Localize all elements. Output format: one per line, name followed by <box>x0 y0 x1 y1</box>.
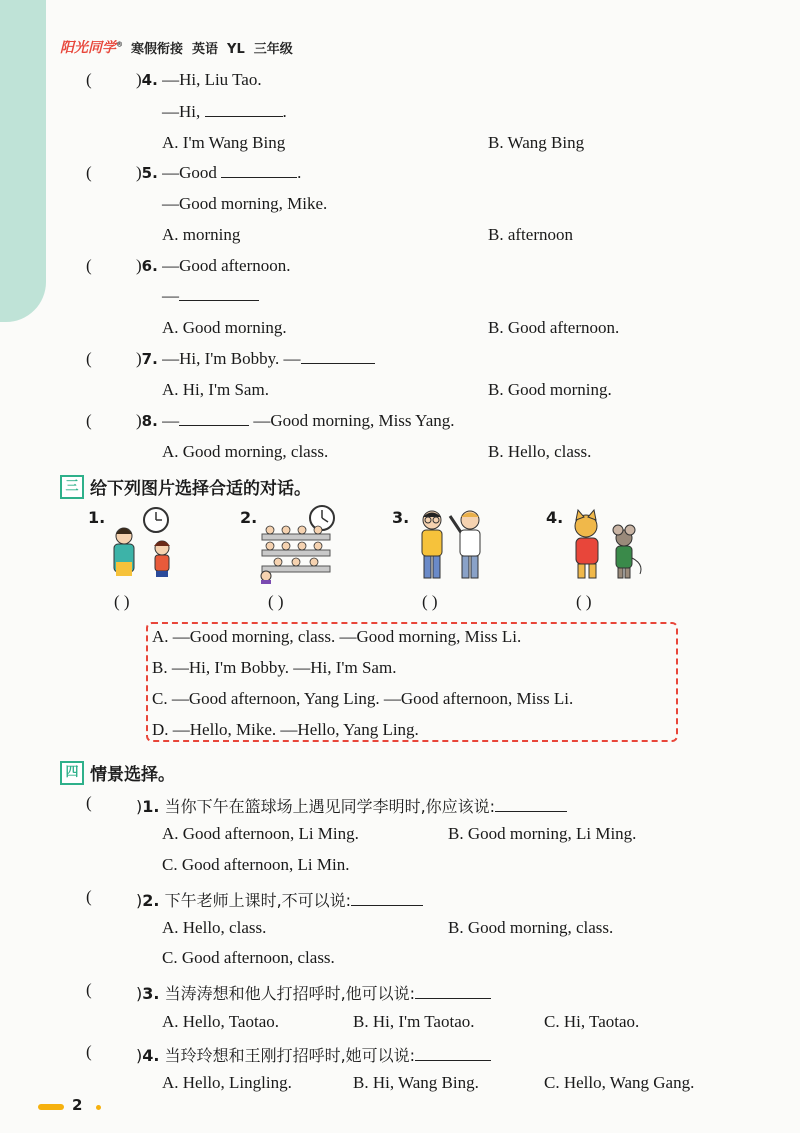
option-a: A. Hello, Taotao. <box>162 1012 279 1031</box>
question-stem: )2. 下午老师上课时,不可以说: <box>136 888 423 911</box>
picture-number: 2. <box>240 508 258 527</box>
picture-cat-mouse <box>564 508 648 582</box>
brand-logo: 阳光同学® <box>60 40 123 56</box>
answer-blank[interactable] <box>301 349 375 364</box>
footer-dot <box>96 1105 101 1110</box>
picture-answer[interactable]: ( ) <box>114 592 130 611</box>
section-badge: 四 <box>60 761 84 785</box>
corner-decoration <box>0 0 46 322</box>
section-4-title <box>60 760 175 785</box>
answer-blank[interactable] <box>205 102 283 117</box>
dialog-option-b: B. —Hi, I'm Bobby. —Hi, I'm Sam. <box>152 658 397 677</box>
question-line2: —Good morning, Mike. <box>162 194 328 213</box>
dialog-option-a: A. —Good morning, class. —Good morning, Miss Li. <box>152 627 522 646</box>
answer-blank[interactable] <box>221 163 297 178</box>
picture-number: 4. <box>546 508 564 527</box>
question-stem: )1. 当你下午在篮球场上遇见同学李明时,你应该说: <box>136 794 567 817</box>
answer-paren-open[interactable]: ( <box>86 163 92 182</box>
picture-classroom <box>256 502 340 584</box>
section-badge: 三 <box>60 475 84 499</box>
option-b: B. Good morning, class. <box>448 918 614 937</box>
answer-paren-open[interactable]: ( <box>86 980 92 999</box>
header-item: 三年级 <box>253 41 293 57</box>
option-a: A. Hello, class. <box>162 918 267 937</box>
option-b: B. Hi, I'm Taotao. <box>353 1012 475 1031</box>
option-a: A. Good afternoon, Li Ming. <box>162 824 359 843</box>
question-stem: )8. — —Good morning, Miss Yang. <box>136 411 455 430</box>
page-number: 2 <box>72 1096 83 1114</box>
question-line2: —Hi, . <box>162 102 287 121</box>
header-item: YL <box>227 41 245 57</box>
answer-paren-open[interactable]: ( <box>86 1042 92 1061</box>
answer-blank[interactable] <box>179 411 249 426</box>
picture-answer[interactable]: ( ) <box>422 592 438 611</box>
answer-blank[interactable] <box>415 984 491 999</box>
picture-answer[interactable]: ( ) <box>576 592 592 611</box>
answer-blank[interactable] <box>415 1046 491 1061</box>
footer-bar <box>38 1104 64 1110</box>
page-header <box>60 36 302 58</box>
answer-paren-open[interactable]: ( <box>86 70 92 89</box>
option-a: A. morning <box>162 225 241 244</box>
option-b: B. Good morning, Li Ming. <box>448 824 637 843</box>
picture-teacher-girl <box>104 502 184 580</box>
section-heading: 给下列图片选择合适的对话。 <box>90 479 311 499</box>
dialog-option-c: C. —Good afternoon, Yang Ling. —Good afternoon, Miss Li. <box>152 689 574 708</box>
answer-blank[interactable] <box>351 891 423 906</box>
answer-paren-open[interactable]: ( <box>86 411 92 430</box>
picture-answer[interactable]: ( ) <box>268 592 284 611</box>
option-c: C. Good afternoon, Li Min. <box>162 855 350 874</box>
picture-two-boys <box>410 506 494 584</box>
section-3-title <box>60 474 311 499</box>
option-b: B. Good afternoon. <box>488 318 620 337</box>
header-info <box>131 38 302 57</box>
question-stem: )3. 当涛涛想和他人打招呼时,他可以说: <box>136 981 491 1004</box>
header-item: 英语 <box>192 41 219 57</box>
option-a: A. I'm Wang Bing <box>162 133 286 152</box>
question-stem: )5. —Good . <box>136 163 302 182</box>
answer-paren-open[interactable]: ( <box>86 256 92 275</box>
question-stem: )4. 当玲玲想和王刚打招呼时,她可以说: <box>136 1043 491 1066</box>
answer-blank[interactable] <box>495 797 567 812</box>
answer-paren-open[interactable]: ( <box>86 793 92 812</box>
question-stem: )7. —Hi, I'm Bobby. — <box>136 349 375 369</box>
picture-number: 3. <box>392 508 410 527</box>
question-stem: )6. —Good afternoon. <box>136 256 291 275</box>
dialog-option-d: D. —Hello, Mike. —Hello, Yang Ling. <box>152 720 419 739</box>
option-b: B. Good morning. <box>488 380 612 399</box>
header-item: 寒假衔接 <box>131 41 184 57</box>
option-a: A. Hi, I'm Sam. <box>162 380 269 399</box>
section-heading: 情景选择。 <box>90 765 175 785</box>
option-c: C. Hello, Wang Gang. <box>544 1073 695 1092</box>
answer-paren-open[interactable]: ( <box>86 349 92 368</box>
option-b: B. Hello, class. <box>488 442 592 461</box>
option-a: A. Hello, Lingling. <box>162 1073 292 1092</box>
option-b: B. Wang Bing <box>488 133 585 152</box>
answer-paren-open[interactable]: ( <box>86 887 92 906</box>
picture-number: 1. <box>88 508 106 527</box>
question-stem: )4. —Hi, Liu Tao. <box>136 70 262 89</box>
option-a: A. Good morning, class. <box>162 442 329 461</box>
question-line2: — <box>162 286 259 306</box>
option-c: C. Hi, Taotao. <box>544 1012 640 1031</box>
option-a: A. Good morning. <box>162 318 287 337</box>
option-b: B. afternoon <box>488 225 573 244</box>
answer-blank[interactable] <box>179 286 259 301</box>
option-c: C. Good afternoon, class. <box>162 948 335 967</box>
option-b: B. Hi, Wang Bing. <box>353 1073 479 1092</box>
